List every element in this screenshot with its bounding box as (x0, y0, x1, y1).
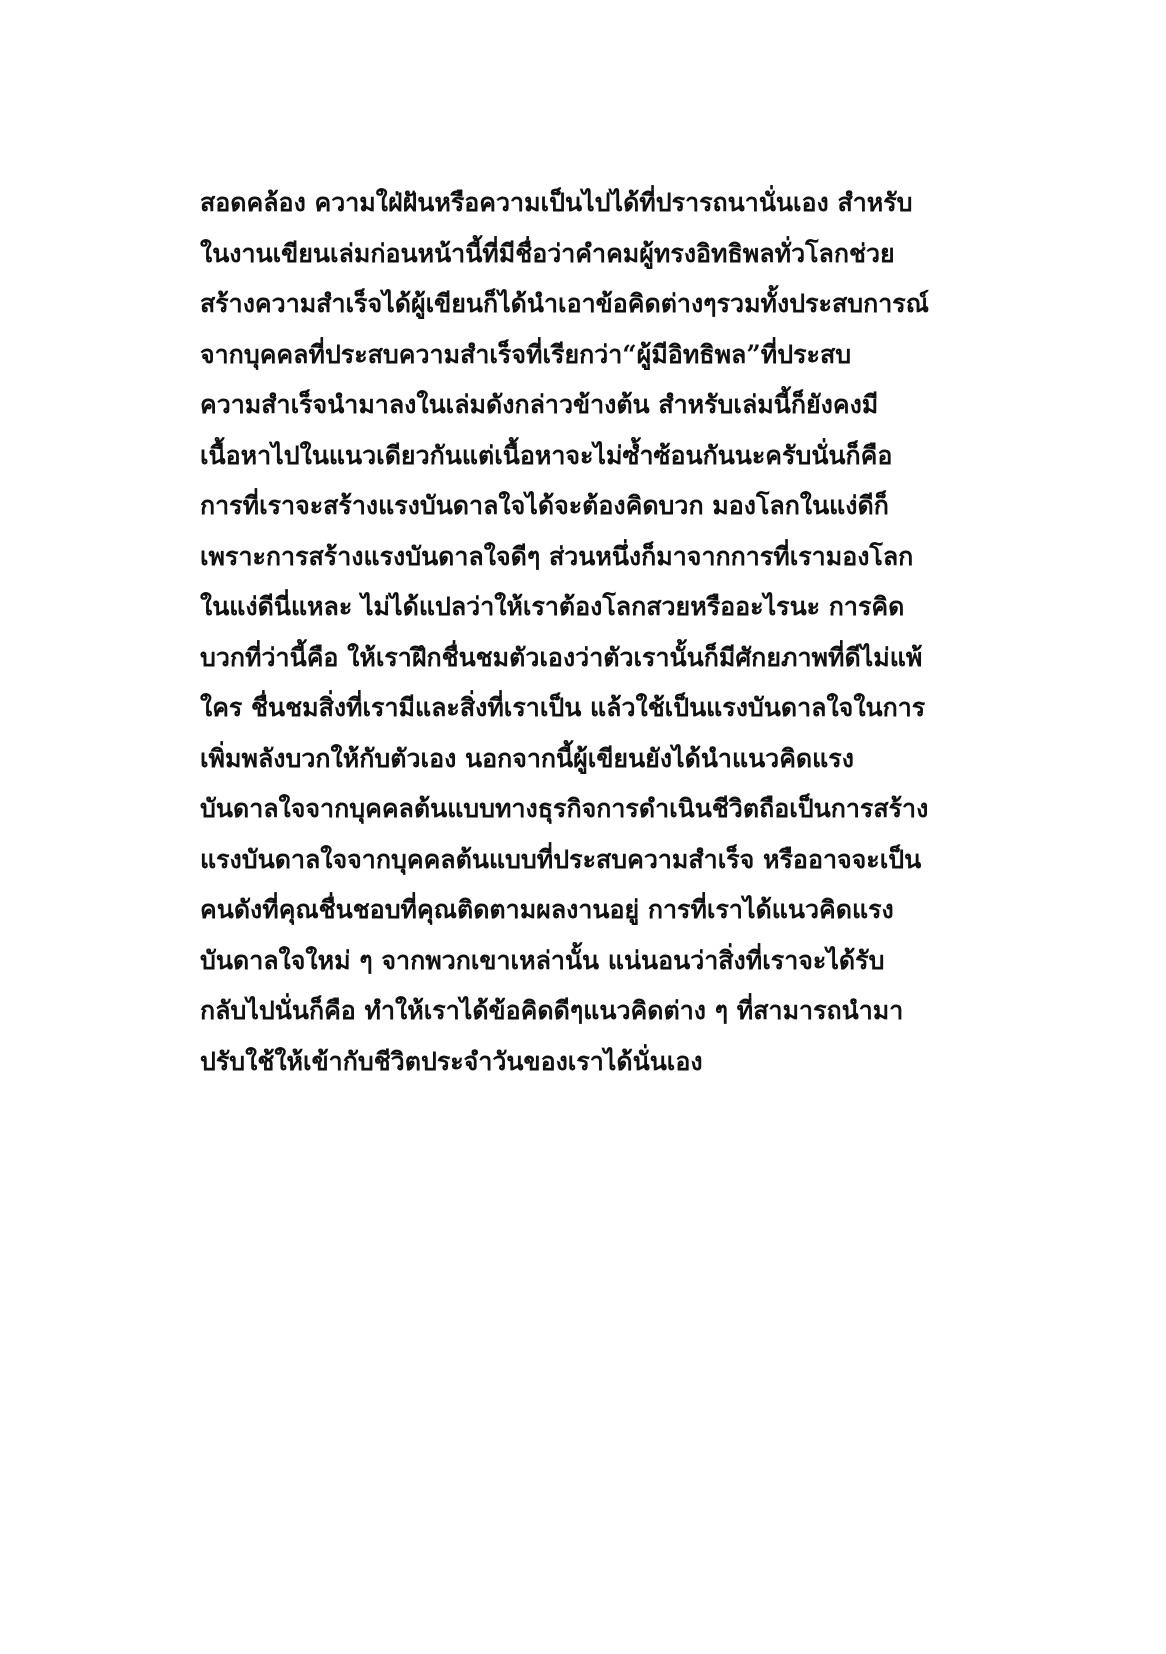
text-line: เพราะการสร้างแรงบันดาลใจดีๆ ส่วนหนึ่งก็มาจากการที่เรามองโลก (200, 541, 914, 571)
body-paragraph (200, 178, 980, 1087)
text-line: ปรับใช้ให้เข้ากับชีวิตประจำวันของเราได้นั่นเอง (200, 1046, 703, 1076)
text-line: ในแง่ดีนี่แหละ ไม่ได้แปลว่าให้เราต้องโลกสวยหรืออะไรนะ การคิด (200, 592, 905, 621)
text-line: แรงบันดาลใจจากบุคคลต้นแบบที่ประสบความสำเร็จ หรืออาจจะเป็น (200, 844, 922, 874)
text-line: บวกที่ว่านี้คือ ให้เราฝึกชื่นชมตัวเองว่าตัวเรานั้นก็มีศักยภาพที่ดีไม่แพ้ (200, 642, 923, 672)
text-line: คนดังที่คุณชื่นชอบที่คุณติดตามผลงานอยู่ การที่เราได้แนวคิดแรง (200, 895, 894, 924)
text-line: ใคร ชื่นชมสิ่งที่เรามีและสิ่งที่เราเป็น แล้วใช้เป็นแรงบันดาลใจในการ (200, 693, 926, 722)
text-line: เนื้อหาไปในแนวเดียวกันแต่เนื้อหาจะไม่ซ้ำซ้อนกันนะครับนั่นก็คือ (200, 440, 893, 470)
text-line: ความสำเร็จนำมาลงในเล่มดังกล่าวข้างต้น สำหรับเล่มนี้ก็ยังคงมี (200, 390, 879, 419)
text-line: บันดาลใจจากบุคคลต้นแบบทางธุรกิจการดำเนินชีวิตถือเป็นการสร้าง (200, 794, 929, 823)
text-line: จากบุคคลที่ประสบความสำเร็จที่เรียกว่า“ผู้มีอิทธิพล”ที่ประสบ (200, 339, 852, 369)
text-line: เพิ่มพลังบวกให้กับตัวเอง นอกจากนี้ผู้เขียนยังได้นำแนวคิดแรง (200, 743, 854, 773)
text-line: กลับไปนั่นก็คือ ทำให้เราได้ข้อคิดดีๆแนวคิดต่าง ๆ ที่สามารถนำมา (200, 996, 904, 1025)
text-line: สร้างความสำเร็จได้ผู้เขียนก็ได้นำเอาข้อคิดต่างๆรวมทั้งประสบการณ์ (200, 289, 929, 318)
text-line: บันดาลใจใหม่ ๆ จากพวกเขาเหล่านั้น แน่นอนว่าสิ่งที่เราจะได้รับ (200, 945, 885, 975)
text-line: การที่เราจะสร้างแรงบันดาลใจได้จะต้องคิดบวก มองโลกในแง่ดีก็ (200, 491, 889, 520)
text-line: สอดคล้อง ความใฝ่ฝันหรือความเป็นไปได้ที่ปรารถนานั่นเอง สำหรับ (200, 188, 913, 217)
text-line: ในงานเขียนเล่มก่อนหน้านี้ที่มีชื่อว่าคำคมผู้ทรงอิทธิพลทั่วโลกช่วย (200, 238, 895, 268)
